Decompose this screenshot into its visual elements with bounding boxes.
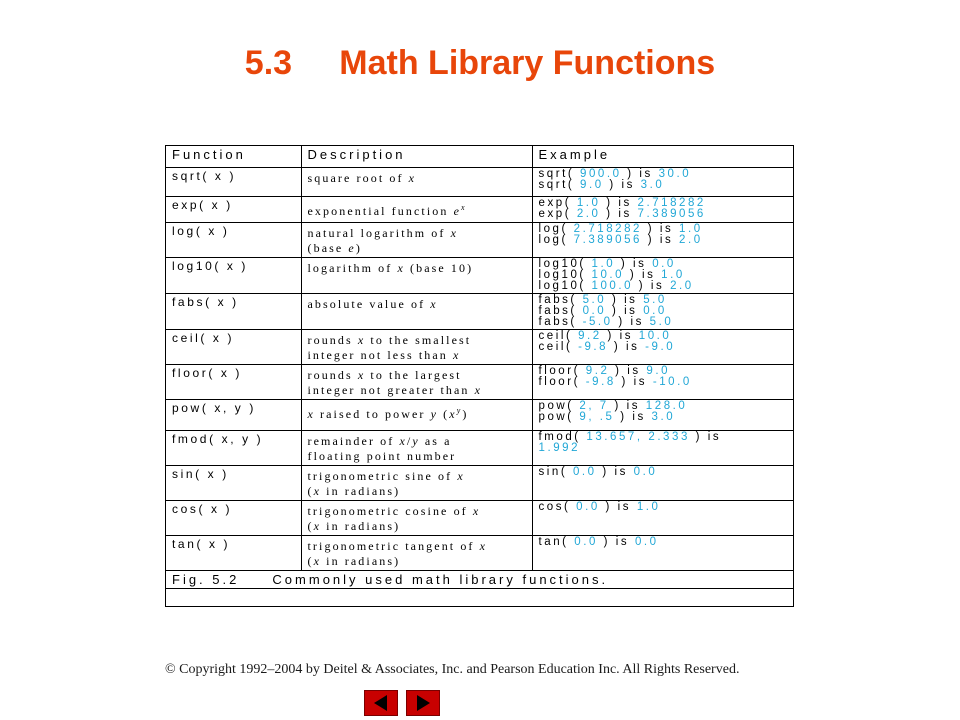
- description-cell: rounds x to the largest integer not greater than x: [301, 365, 532, 400]
- example-code: exp(: [538, 197, 577, 209]
- table-row: [166, 431, 793, 466]
- example-code: ceil(: [538, 330, 579, 342]
- example-code: log(: [538, 223, 574, 235]
- example-value: 2.0: [679, 234, 703, 246]
- example-line: [539, 537, 788, 548]
- table-row: [166, 168, 793, 197]
- example-code: sin(: [538, 466, 573, 478]
- example-value: 9.2: [585, 365, 610, 377]
- example-value: 9.0: [580, 179, 604, 191]
- example-value: 7.389056: [637, 208, 706, 220]
- example-code: ) is: [600, 197, 638, 209]
- example-line: [539, 377, 788, 388]
- example-code: ) is: [615, 376, 653, 388]
- table-row: [166, 536, 793, 571]
- example-value: 2.718282: [573, 223, 642, 235]
- example-value: 9, .5: [579, 411, 615, 423]
- example-value: 0.0: [633, 466, 658, 478]
- example-line: [539, 342, 788, 353]
- slide-title: 5.3 Math Library Functions: [244, 44, 716, 82]
- table-header-row: [166, 146, 793, 168]
- example-code: ) is: [615, 258, 653, 270]
- example-code: sqrt(: [538, 168, 580, 180]
- example-code: ) is: [600, 208, 638, 220]
- description-cell: trigonometric cosine of x (x in radians): [301, 501, 532, 536]
- table-row: [166, 330, 793, 365]
- example-cell: [532, 168, 793, 197]
- example-code: log10(: [538, 258, 592, 270]
- example-value: -9.8: [578, 341, 609, 353]
- function-name-cell: exp( x ): [166, 197, 301, 223]
- right-triangle-icon: [407, 691, 439, 715]
- example-line: [539, 235, 788, 246]
- left-triangle-icon: [365, 691, 397, 715]
- example-code: pow(: [538, 411, 580, 423]
- example-code: ) is: [597, 536, 635, 548]
- example-cell: [532, 330, 793, 365]
- example-line: [539, 443, 788, 454]
- example-cell: [532, 400, 793, 431]
- example-code: floor(: [538, 376, 586, 388]
- header-description: Description: [301, 146, 532, 168]
- example-value: 2, 7: [579, 400, 609, 412]
- example-value: 0.0: [574, 536, 598, 548]
- example-value: 2.0: [670, 280, 694, 292]
- example-line: [539, 209, 788, 220]
- example-value: 7.389056: [573, 234, 642, 246]
- example-code: ) is: [614, 411, 652, 423]
- example-code: ) is: [603, 179, 641, 191]
- next-slide-button[interactable]: [406, 690, 440, 716]
- example-code: log(: [538, 234, 574, 246]
- example-code: ) is: [608, 400, 646, 412]
- example-value: 0.0: [652, 258, 676, 270]
- example-value: -9.0: [645, 341, 676, 353]
- example-value: 30.0: [658, 168, 692, 180]
- example-code: fabs(: [538, 294, 583, 306]
- function-name-cell: fabs( x ): [166, 294, 301, 330]
- header-function: Function: [166, 146, 301, 168]
- example-value: 13.657, 2.333: [586, 431, 690, 443]
- example-code: ceil(: [538, 341, 579, 353]
- example-code: log10(: [538, 280, 592, 292]
- example-value: 1.0: [591, 258, 616, 270]
- example-value: 2.0: [576, 208, 601, 220]
- table-row: [166, 501, 793, 536]
- example-code: ) is: [624, 269, 662, 281]
- example-value: 3.0: [640, 179, 665, 191]
- example-value: 10.0: [591, 269, 625, 281]
- example-value: 0.0: [643, 305, 667, 317]
- example-value: 9.0: [646, 365, 671, 377]
- description-cell: square root of x: [301, 168, 532, 197]
- example-value: 0.0: [582, 305, 607, 317]
- example-line: [539, 317, 788, 328]
- example-code: tan(: [538, 536, 575, 548]
- example-value: 10.0: [638, 330, 672, 342]
- example-value: 1.0: [679, 223, 703, 235]
- math-functions-table: [165, 145, 794, 607]
- description-cell: x raised to power y $(x^y)$: [301, 400, 532, 431]
- example-code: ) is: [642, 234, 680, 246]
- description-cell: trigonometric tangent of x (x in radians): [301, 536, 532, 571]
- description-cell: exponential function $e^x$: [301, 197, 532, 223]
- example-value: 128.0: [645, 400, 688, 412]
- example-cell: [532, 501, 793, 536]
- example-line: [539, 467, 788, 478]
- example-cell: [532, 466, 793, 501]
- example-value: 5.0: [643, 294, 667, 306]
- example-code: exp(: [538, 208, 577, 220]
- example-code: ) is: [609, 365, 647, 377]
- functions-table: [166, 146, 793, 589]
- example-cell: [532, 294, 793, 330]
- example-line: [539, 502, 788, 513]
- example-cell: [532, 431, 793, 466]
- example-value: 3.0: [651, 411, 676, 423]
- description-cell: rounds x to the smallest integer not less than x: [301, 330, 532, 365]
- example-code: fabs(: [538, 316, 583, 328]
- example-code: ) is: [596, 466, 634, 478]
- example-code: sqrt(: [538, 179, 580, 191]
- example-cell: [532, 365, 793, 400]
- example-code: ) is: [608, 341, 646, 353]
- function-name-cell: floor( x ): [166, 365, 301, 400]
- example-code: ) is: [606, 305, 644, 317]
- example-value: 0.0: [572, 466, 597, 478]
- example-code: fabs(: [538, 305, 583, 317]
- description-cell: logarithm of x (base 10): [301, 258, 532, 294]
- example-line: [539, 412, 788, 423]
- example-code: log10(: [538, 269, 592, 281]
- table-row: [166, 223, 793, 258]
- table-row: [166, 258, 793, 294]
- example-value: 0.0: [576, 501, 600, 513]
- example-value: 900.0: [580, 168, 622, 180]
- example-value: 1.992: [538, 442, 581, 454]
- example-code: floor(: [538, 365, 586, 377]
- function-name-cell: log( x ): [166, 223, 301, 258]
- example-line: [539, 180, 788, 191]
- example-cell: [532, 258, 793, 294]
- table-row: [166, 466, 793, 501]
- example-code: ) is: [601, 330, 639, 342]
- function-name-cell: sin( x ): [166, 466, 301, 501]
- table-row: [166, 197, 793, 223]
- example-line: [539, 281, 788, 292]
- function-name-cell: sqrt( x ): [166, 168, 301, 197]
- description-cell: natural logarithm of x (base e): [301, 223, 532, 258]
- example-value: -10.0: [652, 376, 692, 388]
- example-code: pow(: [538, 400, 580, 412]
- example-code: ) is: [633, 280, 671, 292]
- function-name-cell: pow( x, y ): [166, 400, 301, 431]
- example-code: ) is: [621, 168, 659, 180]
- function-name-cell: log10( x ): [166, 258, 301, 294]
- example-value: 100.0: [591, 280, 634, 292]
- copyright-notice: © Copyright 1992–2004 by Deitel & Associates, Inc. and Pearson Education Inc. All Rights Reserved.: [165, 662, 740, 677]
- example-value: 1.0: [576, 197, 601, 209]
- description-cell: trigonometric sine of x (x in radians): [301, 466, 532, 501]
- example-value: 0.0: [634, 536, 659, 548]
- example-code: cos(: [538, 501, 577, 513]
- example-value: -9.8: [585, 376, 616, 388]
- table-row: [166, 400, 793, 431]
- example-value: 5.0: [649, 316, 674, 328]
- example-cell: [532, 536, 793, 571]
- example-code: ) is: [599, 501, 637, 513]
- example-value: 1.0: [661, 269, 685, 281]
- table-row: [166, 365, 793, 400]
- example-cell: [532, 197, 793, 223]
- example-value: 5.0: [582, 294, 607, 306]
- example-code: ) is: [689, 431, 727, 443]
- example-code: ) is: [642, 223, 680, 235]
- function-name-cell: fmod( x, y ): [166, 431, 301, 466]
- example-value: 1.0: [636, 501, 661, 513]
- table-row: [166, 294, 793, 330]
- description-cell: remainder of x/y as a floating point number: [301, 431, 532, 466]
- example-cell: [532, 223, 793, 258]
- example-value: 2.718282: [637, 197, 706, 209]
- function-name-cell: cos( x ): [166, 501, 301, 536]
- function-name-cell: ceil( x ): [166, 330, 301, 365]
- function-name-cell: tan( x ): [166, 536, 301, 571]
- figure-caption: Fig. 5.2 Commonly used math library functions.: [166, 571, 793, 589]
- previous-slide-button[interactable]: [364, 690, 398, 716]
- header-example: Example: [532, 146, 793, 168]
- example-code: ) is: [612, 316, 650, 328]
- example-value: 9.2: [578, 330, 602, 342]
- description-cell: absolute value of x: [301, 294, 532, 330]
- example-code: fmod(: [538, 431, 587, 443]
- example-code: ) is: [606, 294, 644, 306]
- example-value: -5.0: [582, 316, 613, 328]
